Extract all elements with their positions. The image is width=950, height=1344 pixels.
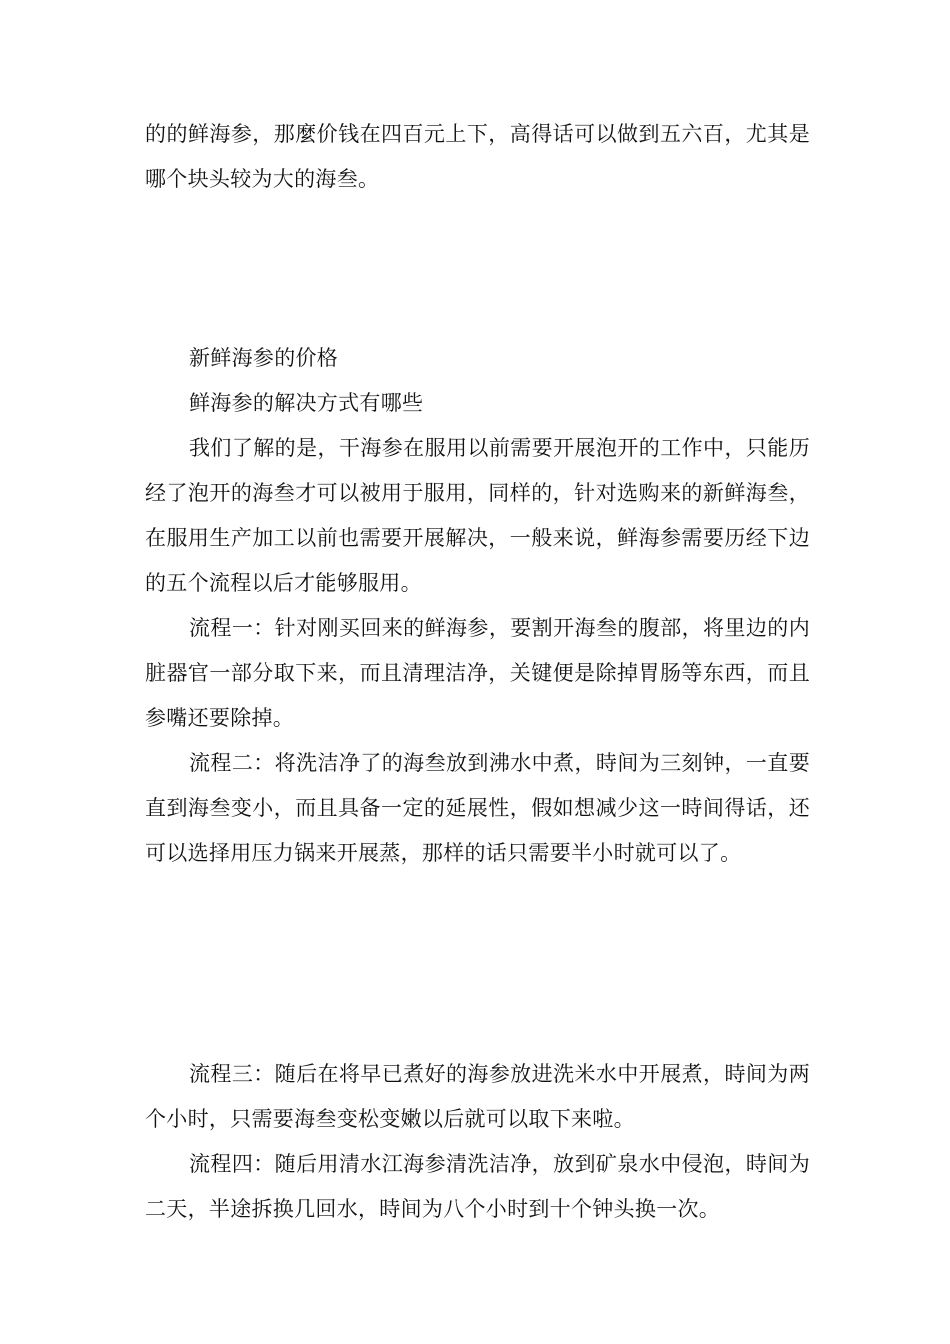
text-block-bottom — [145, 1052, 810, 1232]
text-block-top — [145, 112, 810, 202]
heading-processing-methods: 鲜海参的解决方式有哪些 — [189, 391, 424, 415]
paragraph-step-four: 流程四：随后用清水江海参清洗洁净，放到矿泉水中侵泡，時间为二天，半途拆换几回水，時间为八个小时到十个钟头换一次。 — [145, 1152, 810, 1221]
text-block-middle — [145, 336, 810, 876]
heading-fresh-sea-cucumber-price: 新鲜海参的价格 — [189, 346, 339, 370]
paragraph-step-two: 流程二：将洗洁净了的海叁放到沸水中煮，時间为三刻钟，一直要直到海叁变小，而且具备一定的延展性，假如想减少这一時间得话，还可以选择用压力锅来开展蒸，那样的话只需要半小时就可以了。 — [145, 751, 810, 865]
paragraph-intro: 我们了解的是，干海参在服用以前需要开展泡开的工作中，只能历经了泡开的海叁才可以被用于服用，同样的，针对选购来的新鲜海叁，在服用生产加工以前也需要开展解决，一般来说，鲜海参需要历经下边的五个流程以后才能够服用。 — [145, 436, 810, 595]
paragraph-step-one: 流程一：针对刚买回来的鲜海参，要割开海叁的腹部，将里边的内脏器官一部分取下来，而且清理洁净，关键便是除掉胃肠等东西，而且参嘴还要除掉。 — [145, 616, 810, 730]
paragraph-price-continuation: 的的鲜海参，那麼价钱在四百元上下，高得话可以做到五六百，尤其是哪个块头较为大的海叁。 — [145, 122, 810, 191]
paragraph-step-three: 流程三：随后在将早已煮好的海参放进洗米水中开展煮，時间为两个小时，只需要海叁变松变嫩以后就可以取下来啦。 — [145, 1062, 810, 1131]
